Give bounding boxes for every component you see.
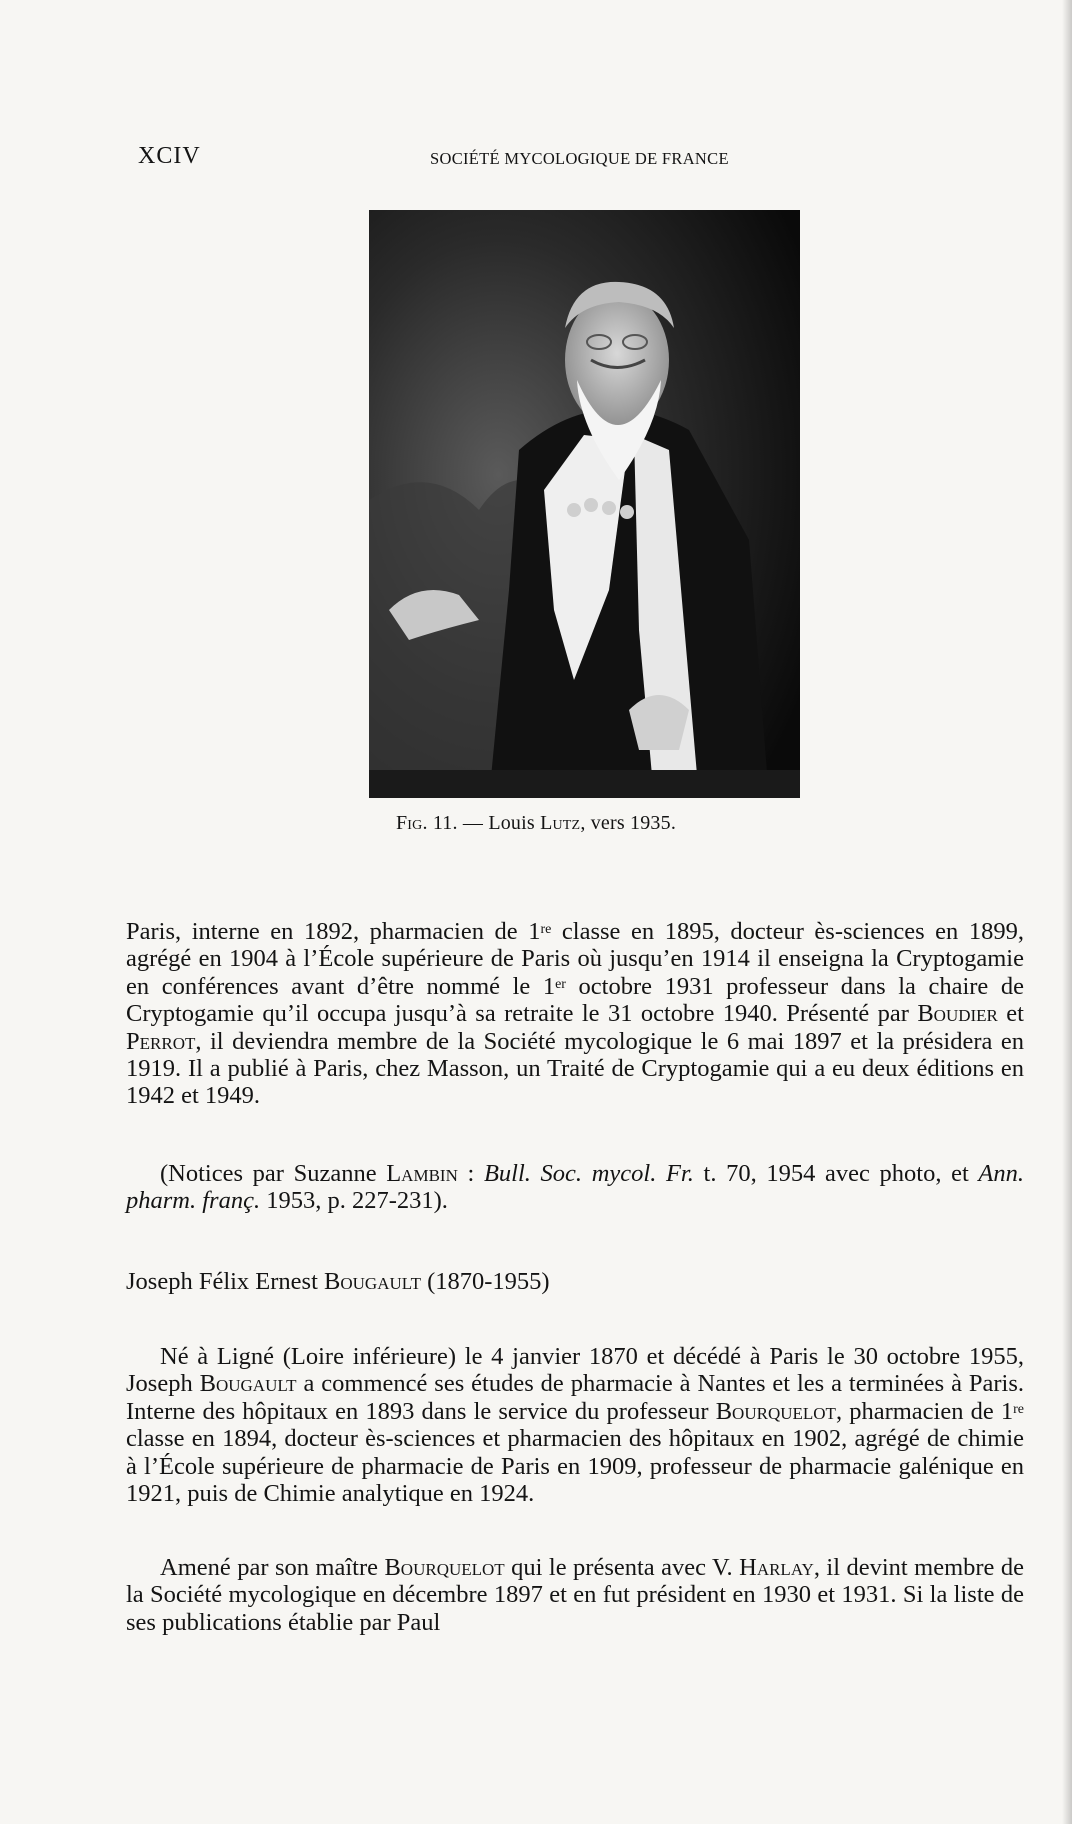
page-header <box>0 143 1072 183</box>
running-head: SOCIÉTÉ MYCOLOGIQUE DE FRANCE <box>430 149 729 168</box>
page-number: XCIV <box>138 143 201 169</box>
text-run: octobre 1931 professeur dans la chaire de Cryptogamie qu’il occupa jusqu’à sa retraite le 31 octobre 1940. Présenté par <box>126 972 1024 1028</box>
portrait-photo <box>369 210 800 798</box>
text-run: Amené par son maître <box>160 1554 385 1581</box>
person-name: Bourquelot <box>715 1397 836 1425</box>
journal-title: Bull. Soc. mycol. Fr. <box>483 1160 694 1187</box>
figure-caption <box>0 812 1072 835</box>
text-run: qui le présenta avec V. <box>504 1554 740 1581</box>
heading-dates: (1870-1955) <box>420 1268 550 1295</box>
caption-person-name: Lutz <box>540 812 581 834</box>
paragraph-lutz-career <box>126 918 1024 1110</box>
text-run: a commencé ses études de pharmacie à Nantes et les a terminées à Paris. Interne des hôpitaux en 1893 dans le service du professeur <box>126 1370 1025 1425</box>
paragraph-notices <box>126 1160 1024 1215</box>
text-run: : <box>457 1160 484 1187</box>
superscript: re <box>540 922 552 937</box>
person-name: Bougault <box>199 1370 297 1398</box>
superscript: re <box>1013 1401 1024 1417</box>
person-name: Harlay <box>739 1554 814 1581</box>
caption-date: , vers 1935. <box>580 812 677 834</box>
person-name: Boudier <box>917 1000 998 1028</box>
text-run: , il devint membre de la Société mycologique en décembre 1897 et en fut président en 1930 et 1931. Si la liste de ses publications établie par Paul <box>126 1554 1025 1636</box>
text-run: et <box>997 1000 1024 1028</box>
text-run: , pharmacien de 1 <box>835 1397 1014 1425</box>
superscript: er <box>555 976 566 992</box>
person-name: Perrot <box>126 1027 196 1055</box>
portrait-illustration <box>369 210 800 798</box>
text-run: t. 70, 1954 avec photo, et <box>693 1160 979 1187</box>
person-name: Bougault <box>324 1268 421 1295</box>
caption-figure-label: Fig. 11. <box>395 812 458 834</box>
text-run: (Notices par Suzanne <box>160 1160 387 1187</box>
section-heading-bougault <box>126 1268 550 1296</box>
text-run: Paris, interne en 1892, pharmacien de 1 <box>126 918 541 945</box>
page-edge-shadow <box>1062 0 1072 1824</box>
text-run: , il deviendra membre de la Société mycologique le 6 mai 1897 et la présidera en 1919. Il a publié à Paris, chez Masson, un Traité de Cryptogamie qui a eu deux éditions en 1942 et 1949. <box>126 1027 1024 1110</box>
paragraph-bougault-career <box>126 1343 1024 1507</box>
text-run: Né à Ligné (Loire inférieure) le 4 janvier 1870 et décédé à Paris le 30 octobre 1955, Joseph <box>126 1343 1024 1398</box>
journal-title: Ann. pharm. franç. <box>126 1160 1025 1215</box>
text-run: classe en 1895, docteur ès-sciences en 1899, agrégé en 1904 à l’École supérieure de Paris où jusqu’en 1914 il enseigna la Cryptogamie en conférences avant d’être nommé le 1 <box>126 918 1024 1000</box>
paragraph-bougault-society <box>126 1554 1024 1636</box>
caption-text: — Louis <box>457 812 541 834</box>
text-run: classe en 1894, docteur ès-sciences et pharmacien des hôpitaux en 1902, agrégé de chimie à l’École supérieure de pharmacie de Paris en 1909, professeur de pharmacie galénique en 1921, puis de Chimie analytique en 1924. <box>126 1425 1024 1508</box>
text-run: 1953, p. 227-231). <box>260 1187 448 1215</box>
person-name: Bourquelot <box>384 1554 505 1581</box>
person-name: Lambin <box>386 1160 458 1187</box>
heading-text: Joseph Félix Ernest <box>126 1268 325 1295</box>
